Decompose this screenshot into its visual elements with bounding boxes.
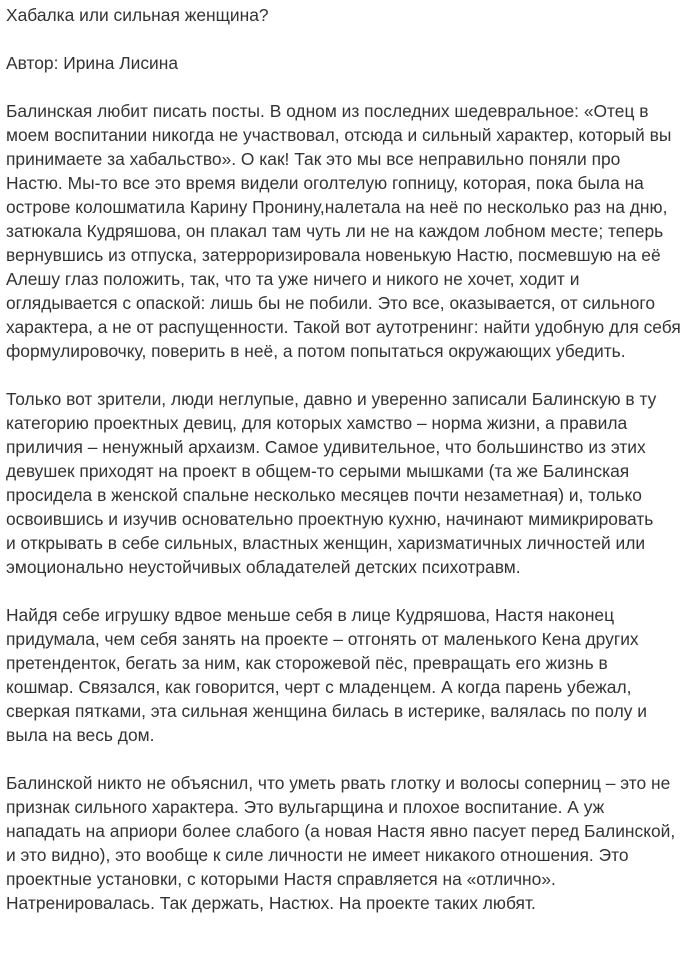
article-title: Хабалка или сильная женщина? xyxy=(6,5,269,25)
paragraph-line: претенденток, бегать за ним, как сторожевой пёс, превращать его жизнь в xyxy=(6,653,608,673)
paragraph-line: просидела в женской спальне несколько месяцев почти незаметная) и, только xyxy=(6,485,642,505)
paragraph-line: признак сильного характера. Это вульгарщина и плохое воспитание. А уж xyxy=(6,797,605,817)
paragraph-line: Натренировалась. Так держать, Настюх. На проекте таких любят. xyxy=(6,893,536,913)
paragraph-line: приличия – ненужный архаизм. Самое удивительное, что большинство из этих xyxy=(6,437,646,457)
paragraph-line: острове колошматила Карину Пронину,налетала на неё по несколько раз на дню, xyxy=(6,197,668,217)
paragraph-line: Настю. Мы-то все это время видели оголтелую гопницу, которая, пока была на xyxy=(6,173,644,193)
paragraph-3 xyxy=(6,603,689,747)
paragraph-line: придумала, чем себя занять на проекте – отгонять от маленького Кена других xyxy=(6,629,639,649)
paragraph-4 xyxy=(6,771,689,915)
paragraph-line: сверкая пятками, эта сильная женщина билась в истерике, валялась по полу и xyxy=(6,701,647,721)
paragraph-line: характера, а не от распущенности. Такой вот аутотренинг: найти удобную для себя xyxy=(6,317,681,337)
paragraph-line: формулировочку, поверить в неё, а потом попытаться окружающих убедить. xyxy=(6,341,626,361)
paragraph-2 xyxy=(6,387,689,579)
paragraph-line: выла на весь дом. xyxy=(6,725,155,745)
paragraph-line: Только вот зрители, люди неглупые, давно и уверенно записали Балинскую в ту xyxy=(6,389,657,409)
paragraph-line: вернувшись из отпуска, затерроризировала новенькую Настю, посмевшую на её xyxy=(6,245,661,265)
paragraph-line: освоившись и изучив основательно проектную кухню, начинают мимикрировать xyxy=(6,509,654,529)
paragraph-line: и открывать в себе сильных, властных женщин, харизматичных личностей или xyxy=(6,533,646,553)
article-author: Автор: Ирина Лисина xyxy=(6,53,179,73)
paragraph-line: нападать на априори более слабого (а новая Настя явно пасует перед Балинской, xyxy=(6,821,676,841)
paragraph-1 xyxy=(6,99,689,363)
paragraph-line: проектные установки, с которыми Настя справляется на «отлично». xyxy=(6,869,556,889)
paragraph-line: затюкала Кудряшова, он плакал там чуть ли не на каждом лобном месте; теперь xyxy=(6,221,664,241)
paragraph-line: принимаете за хабальство». О как! Так это мы все неправильно поняли про xyxy=(6,149,621,169)
paragraph-line: девушек приходят на проект в общем-то серыми мышками (та же Балинская xyxy=(6,461,630,481)
paragraph-line: моем воспитании никогда не участвовал, отсюда и сильный характер, который вы xyxy=(6,125,672,145)
paragraph-line: кошмар. Связался, как говорится, черт с младенцем. А когда парень убежал, xyxy=(6,677,632,697)
paragraph-line: Балинской никто не объяснил, что уметь рвать глотку и волосы соперниц – это не xyxy=(6,773,671,793)
paragraph-line: Балинская любит писать посты. В одном из последних шедевральное: «Отец в xyxy=(6,101,649,121)
paragraph-line: эмоционально неустойчивых обладателей детских психотравм. xyxy=(6,557,521,577)
paragraph-line: оглядывается с опаской: лишь бы не побили. Это все, оказывается, от сильного xyxy=(6,293,656,313)
paragraph-line: категорию проектных девиц, для которых хамство – норма жизни, а правила xyxy=(6,413,628,433)
paragraph-line: Найдя себе игрушку вдвое меньше себя в лице Кудряшова, Настя наконец xyxy=(6,605,615,625)
paragraph-line: Алешу глаз положить, так, что та уже ничего и никого не хочет, ходит и xyxy=(6,269,580,289)
paragraph-line: и это видно), это вообще к силе личности не имеет никакого отношения. Это xyxy=(6,845,629,865)
